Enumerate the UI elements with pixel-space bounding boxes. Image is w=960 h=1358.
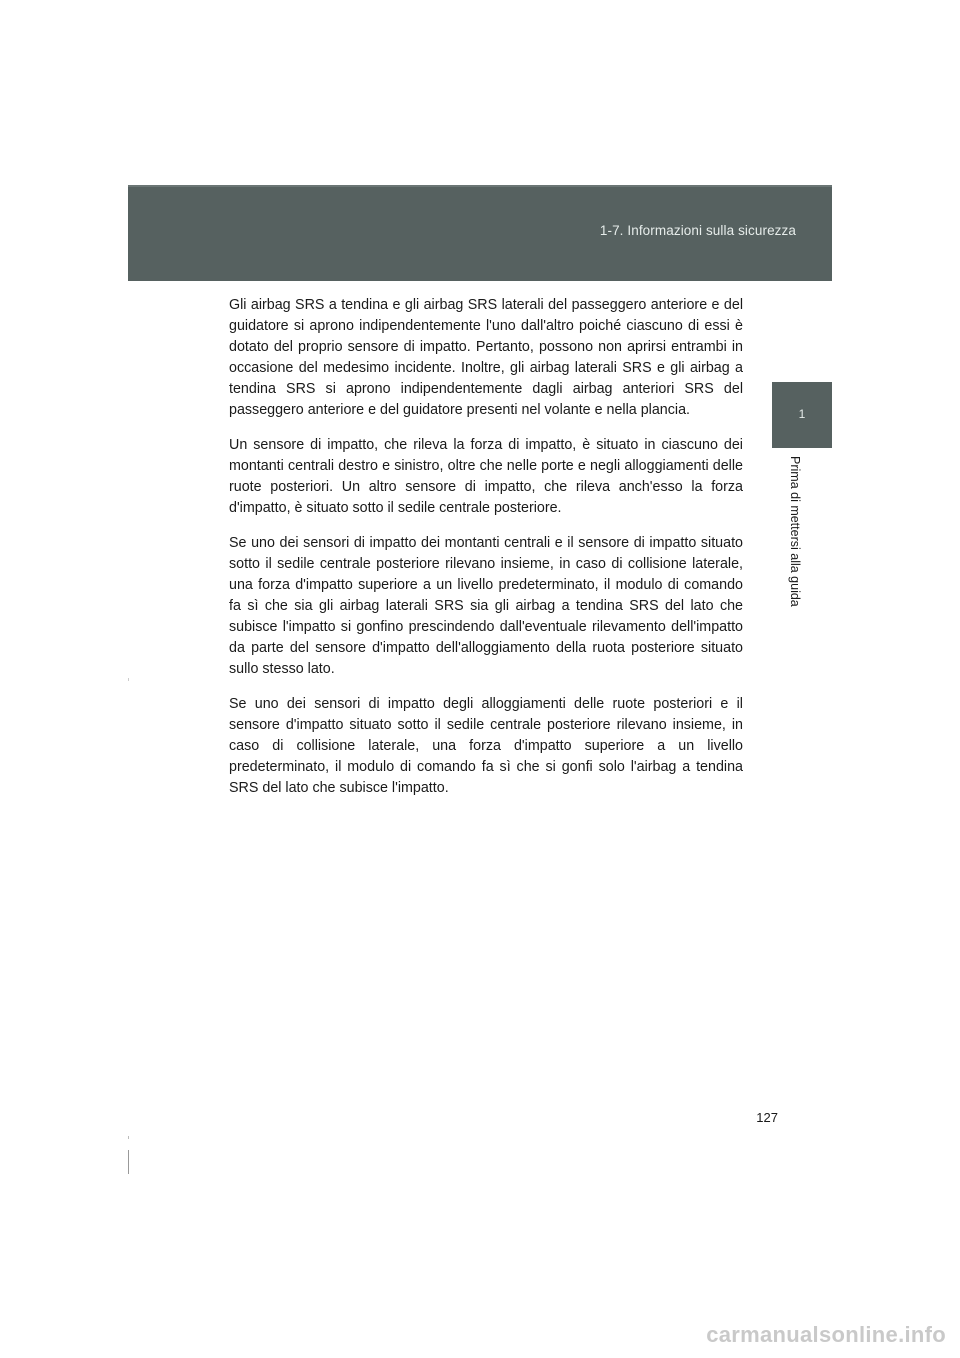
section-title: 1-7. Informazioni sulla sicurezza [599, 223, 796, 238]
page-number: 127 [756, 1110, 778, 1125]
header-top-edge [128, 185, 832, 187]
chapter-tab [772, 382, 832, 448]
crop-mark-dot [128, 678, 129, 681]
paragraph: Gli airbag SRS a tendina e gli airbag SRS laterali del passeggero anteriore e del guidatore si aprono indipendentemente l'uno dall'altro poiché ciascuno di essi è dotato del proprio sensore di impatto. Pertanto, possono non aprirsi entrambi in occasione del medesimo incidente. Inoltre, gli airbag laterali SRS e gli airbag a tendina SRS si aprono indipendentemente dagli airbag anteriori SRS del passeggero anteriore e del guidatore presenti nel volante e nella plancia. [229, 297, 743, 418]
paragraph: Se uno dei sensori di impatto degli alloggiamenti delle ruote posteriori e il sensore d'impatto situato sotto il sedile centrale posteriore rilevano insieme, in caso di collisione laterale, una forza d'impatto superiore a un livello predeterminato, il modulo di comando fa sì che si gonfi solo l'airbag a tendina SRS del lato che subisce l'impatto. [229, 696, 743, 796]
chapter-title: Prima di mettersi alla guida [788, 456, 802, 607]
paragraph: Un sensore di impatto, che rileva la forza di impatto, è situato in ciascuno dei montanti centrali destro e sinistro, oltre che nelle porte e negli alloggiamenti delle ruote posteriori. Un altro sensore di impatto, che rileva anch'esso la forza d'impatto, è situato sotto il sedile centrale posteriore. [229, 437, 743, 516]
body-text [229, 295, 743, 813]
section-header-band [128, 185, 832, 281]
chapter-number: 1 [798, 407, 806, 421]
watermark: carmanualsonline.info [706, 1322, 946, 1347]
crop-mark [128, 1150, 129, 1174]
paragraph: Se uno dei sensori di impatto dei montanti centrali e il sensore di impatto situato sotto il sedile centrale posteriore rilevano insieme, in caso di collisione laterale, una forza d'impatto superiore a un livello predeterminato, il modulo di comando fa sì che sia gli airbag laterali SRS sia gli airbag a tendina SRS del lato che subisce l'impatto si gonfino prescindendo dall'eventuale rilevamento dell'impatto da parte del sensore d'impatto dell'alloggiamento della ruota posteriore situato sullo stesso lato. [229, 535, 743, 677]
crop-mark-dot [128, 1136, 129, 1139]
